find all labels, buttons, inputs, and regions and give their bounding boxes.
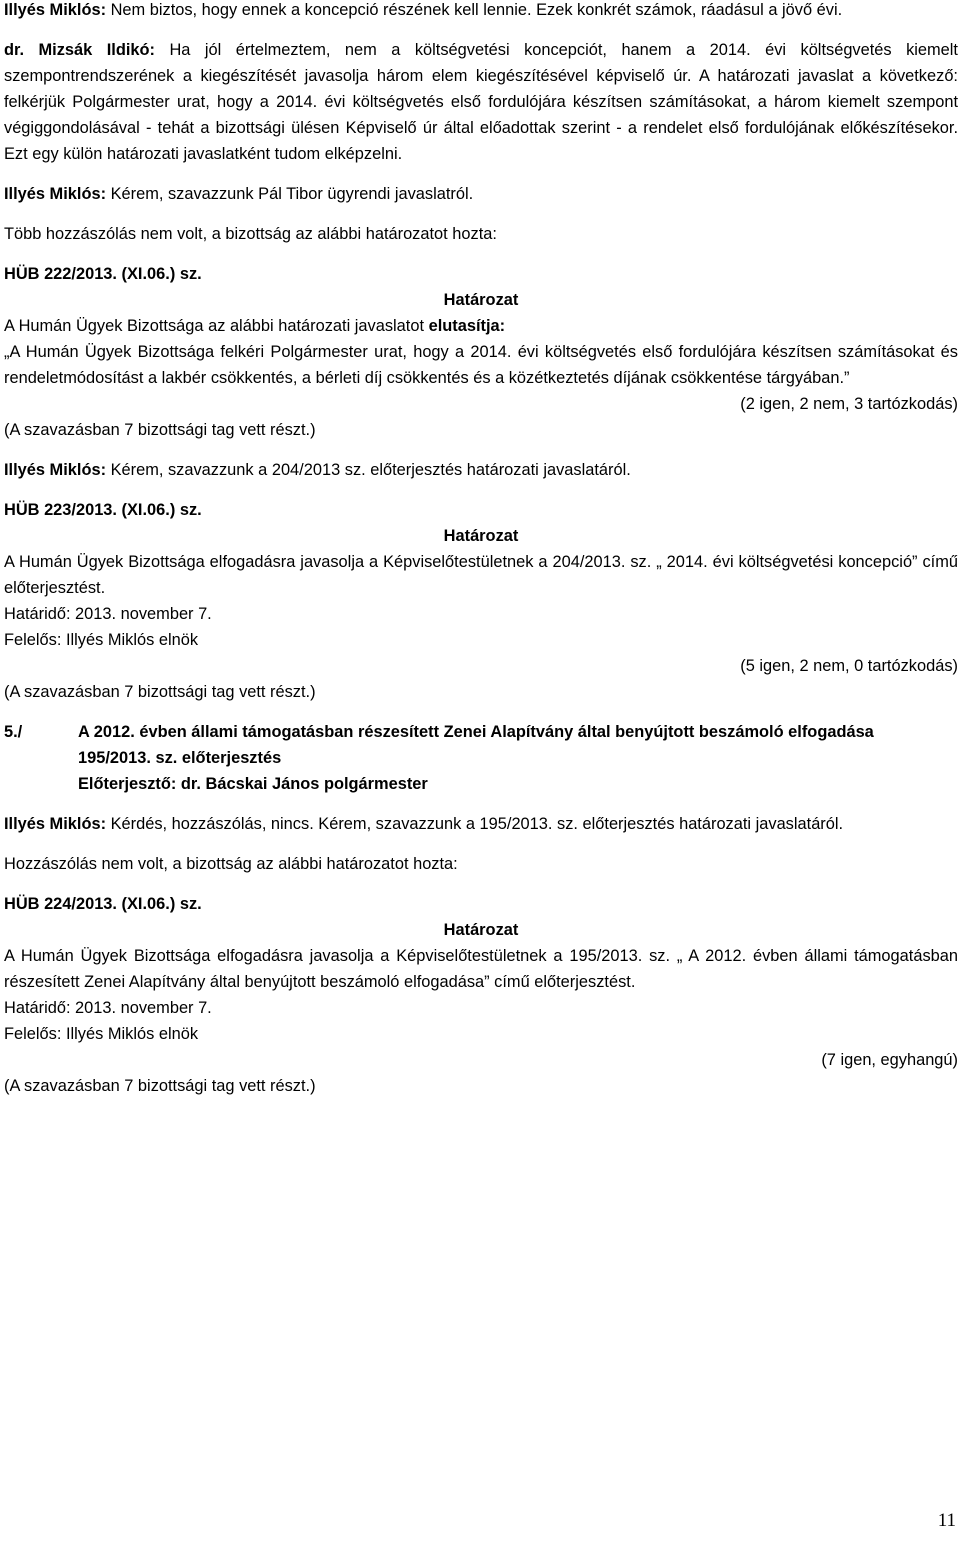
speaker-name: Illyés Miklós: bbox=[4, 461, 107, 479]
paragraph-mizsak bbox=[4, 37, 958, 167]
paragraph-no-comments-2: Hozzászólás nem volt, a bizottság az alábbi határozatot hozta: bbox=[4, 855, 458, 873]
vote-participants: (A szavazásban 7 bizottsági tag vett részt.) bbox=[4, 1077, 316, 1095]
resolution-intro: A Humán Ügyek Bizottsága az alábbi határozati javaslatot elutasítja: bbox=[4, 317, 506, 335]
page-number: 11 bbox=[937, 1510, 956, 1531]
resolution-body: A Humán Ügyek Bizottsága elfogadásra javasolja a Képviselőtestületnek a 204/2013. sz. „ 2014. évi költségvetési koncepció” című előterjesztést. bbox=[4, 553, 958, 597]
paragraph-illyes-2 bbox=[4, 181, 958, 207]
speech-text: Kérem, szavazzunk Pál Tibor ügyrendi javaslatról. bbox=[106, 185, 474, 203]
resolution-responsible: Felelős: Illyés Miklós elnök bbox=[4, 1025, 199, 1043]
resolution-deadline: Határidő: 2013. november 7. bbox=[4, 999, 212, 1017]
vote-result: (7 igen, egyhangú) bbox=[821, 1051, 958, 1069]
document-page bbox=[4, 0, 958, 1099]
resolution-deadline: Határidő: 2013. november 7. bbox=[4, 605, 212, 623]
resolution-heading: Határozat bbox=[443, 527, 519, 545]
resolution-number: HÜB 224/2013. (XI.06.) sz. bbox=[4, 895, 202, 913]
resolution-number: HÜB 223/2013. (XI.06.) sz. bbox=[4, 501, 202, 519]
speaker-name: dr. Mizsák Ildikó: bbox=[4, 41, 155, 59]
paragraph-illyes-4 bbox=[4, 811, 958, 837]
agenda-topic-reference: 195/2013. sz. előterjesztés bbox=[78, 749, 282, 767]
resolution-body: „A Humán Ügyek Bizottsága felkéri Polgármester urat, hogy a 2014. évi költségvetés első fordulójára készítsen számításokat és rendeletmódosítást a lakbér csökkentés, a bérleti díj csökkentés és a közétkeztetés díjának csökkentése tárgyában.” bbox=[4, 343, 958, 387]
agenda-topic-presenter: Előterjesztő: dr. Bácskai János polgármester bbox=[78, 775, 428, 793]
vote-participants: (A szavazásban 7 bizottsági tag vett részt.) bbox=[4, 421, 316, 439]
resolution-heading: Határozat bbox=[443, 921, 519, 939]
agenda-topic-number: 5./ bbox=[4, 723, 23, 741]
resolution-heading: Határozat bbox=[443, 291, 519, 309]
vote-result: (5 igen, 2 nem, 0 tartózkodás) bbox=[740, 657, 958, 675]
speech-text: Kérem, szavazzunk a 204/2013 sz. előterjesztés határozati javaslatáról. bbox=[106, 461, 631, 479]
paragraph-no-comments: Több hozzászólás nem volt, a bizottság az alábbi határozatot hozta: bbox=[4, 225, 497, 243]
speech-text: Kérdés, hozzászólás, nincs. Kérem, szavazzunk a 195/2013. sz. előterjesztés határozati javaslatáról. bbox=[106, 815, 844, 833]
speaker-name: Illyés Miklós: bbox=[4, 185, 107, 203]
paragraph-illyes-1 bbox=[4, 0, 958, 23]
vote-participants: (A szavazásban 7 bizottsági tag vett részt.) bbox=[4, 683, 316, 701]
vote-result: (2 igen, 2 nem, 3 tartózkodás) bbox=[740, 395, 958, 413]
speech-text: Nem biztos, hogy ennek a koncepció részének kell lennie. Ezek konkrét számok, ráadásul a jövő évi. bbox=[106, 1, 843, 19]
resolution-responsible: Felelős: Illyés Miklós elnök bbox=[4, 631, 199, 649]
speaker-name: Illyés Miklós: bbox=[4, 815, 107, 833]
speaker-name: Illyés Miklós: bbox=[4, 1, 107, 19]
resolution-body: A Humán Ügyek Bizottsága elfogadásra javasolja a Képviselőtestületnek a 195/2013. sz. „ A 2012. évben állami támogatásban részesített Zenei Alapítvány által benyújtott beszámoló elfogadása” című előterjesztést. bbox=[4, 947, 958, 991]
speech-text: Ha jól értelmeztem, nem a költségvetési koncepciót, hanem a 2014. évi költségvetés kiemelt szempontrendszerének a kiegészítését javasolja három elem kiegészítésével képviselő úr. A határozati javaslat a következő: felkérjük Polgármester urat, hogy a 2014. évi költségvetés első fordulójára készítsen számításokat, a három kiemelt szempont végiggondolásával - tehát a bizottsági ülésen Képviselő úr által előadottak szerint - a rendelet első fordulójának előkészítésekor. Ezt egy külön határozati javaslatként tudom elképzelni. bbox=[4, 41, 958, 163]
paragraph-illyes-3 bbox=[4, 457, 958, 483]
resolution-number: HÜB 222/2013. (XI.06.) sz. bbox=[4, 265, 202, 283]
agenda-topic-title: 5./ A 2012. évben állami támogatásban részesített Zenei Alapítvány által benyújtott beszámoló elfogadása bbox=[4, 719, 958, 745]
